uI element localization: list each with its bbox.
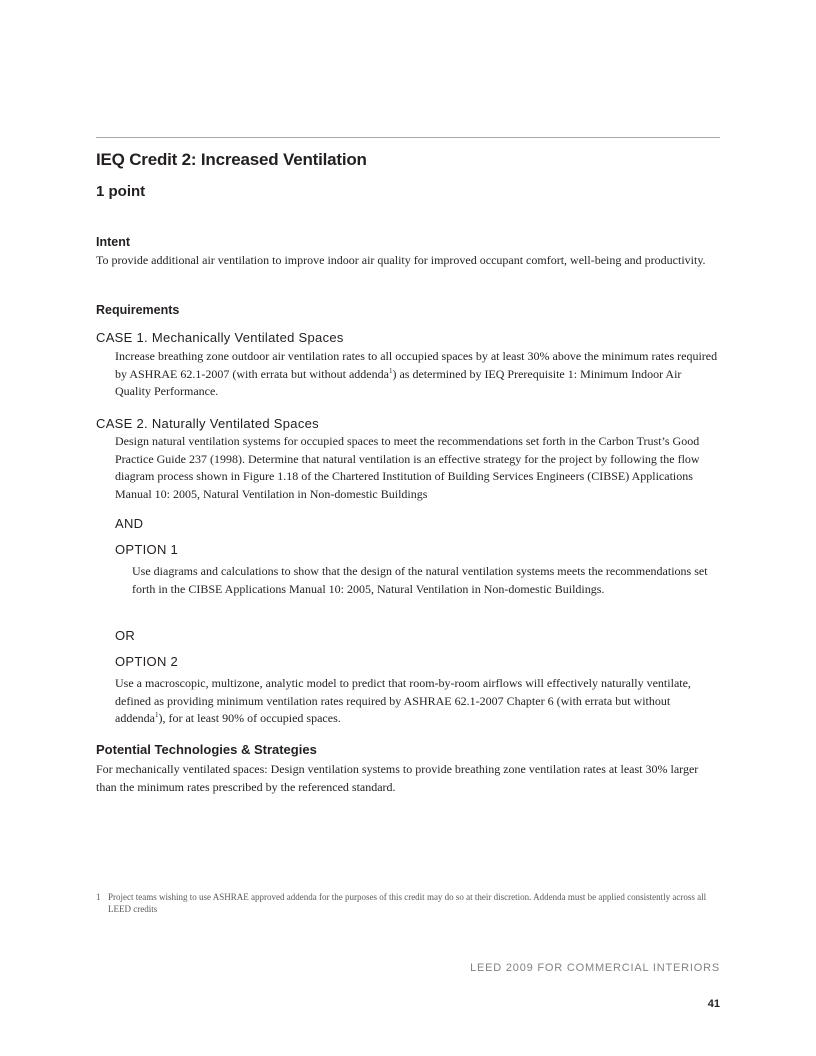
intent-heading: Intent — [96, 235, 131, 249]
footnote — [0, 891, 816, 921]
page-title: IEQ Credit 2: Increased Ventilation — [96, 150, 367, 169]
footnote-text: Project teams wishing to use ASHRAE approved addenda for the purposes of this credit may do so at their discretion. Addenda must be applied consistently across all LEED credits — [108, 892, 707, 914]
option2-heading: OPTION 2 — [115, 654, 179, 669]
strategies-heading: Potential Technologies & Strategies — [96, 742, 317, 757]
case1-heading: CASE 1. Mechanically Ventilated Spaces — [96, 330, 344, 345]
option2-text: Use a macroscopic, multizone, analytic model to predict that room-by-room airflows will effectively naturally ventilate, defined as providing minimum ventilation rates required by ASHRAE 62.1-2007 Chapter 6 (with errata but without addenda$^1$), for at least 90% of occupied spaces. — [115, 676, 691, 725]
top-divider — [96, 137, 720, 138]
credit-points: 1 point — [96, 183, 146, 200]
or-label: OR — [115, 628, 136, 643]
case1-text: Increase breathing zone outdoor air ventilation rates to all occupied spaces by at least 30% above the minimum rates required by ASHRAE 62.1-2007 (with errata but without addenda$^1$) as determined by IEQ Prerequisite 1: Minimum Indoor Air Quality Performance. — [115, 349, 718, 398]
intent-text: To provide additional air ventilation to improve indoor air quality for improved occupant comfort, well-being and productivity. — [96, 253, 706, 267]
option1-heading: OPTION 1 — [115, 542, 179, 557]
strategies-text: For mechanically ventilated spaces: Design ventilation systems to provide breathing zone ventilation rates at least 30% larger than the minimum rates prescribed by the referenced standard. — [96, 762, 699, 794]
publication-footer: LEED 2009 FOR COMMERCIAL INTERIORS — [470, 962, 720, 974]
case2-text: Design natural ventilation systems for occupied spaces to meet the recommendations set forth in the Carbon Trust’s Good Practice Guide 237 (1998). Determine that natural ventilation is an effective strategy for the project by following the flow diagram process shown in Figure 1.18 of the Chartered Institution of Building Services Engineers (CIBSE) Applications Manual 10: 2005, Natural Ventilation in Non-domestic Buildings — [115, 434, 700, 501]
and-label: AND — [115, 516, 144, 531]
page-number: 41 — [707, 998, 720, 1010]
case2-heading: CASE 2. Naturally Ventilated Spaces — [96, 416, 319, 431]
requirements-heading: Requirements — [96, 303, 180, 317]
footnote-number: 1 — [96, 892, 101, 902]
option1-text: Use diagrams and calculations to show that the design of the natural ventilation systems meets the recommendations set forth in the CIBSE Applications Manual 10: 2005, Natural Ventilation in Non-domestic Buildings. — [132, 564, 708, 596]
